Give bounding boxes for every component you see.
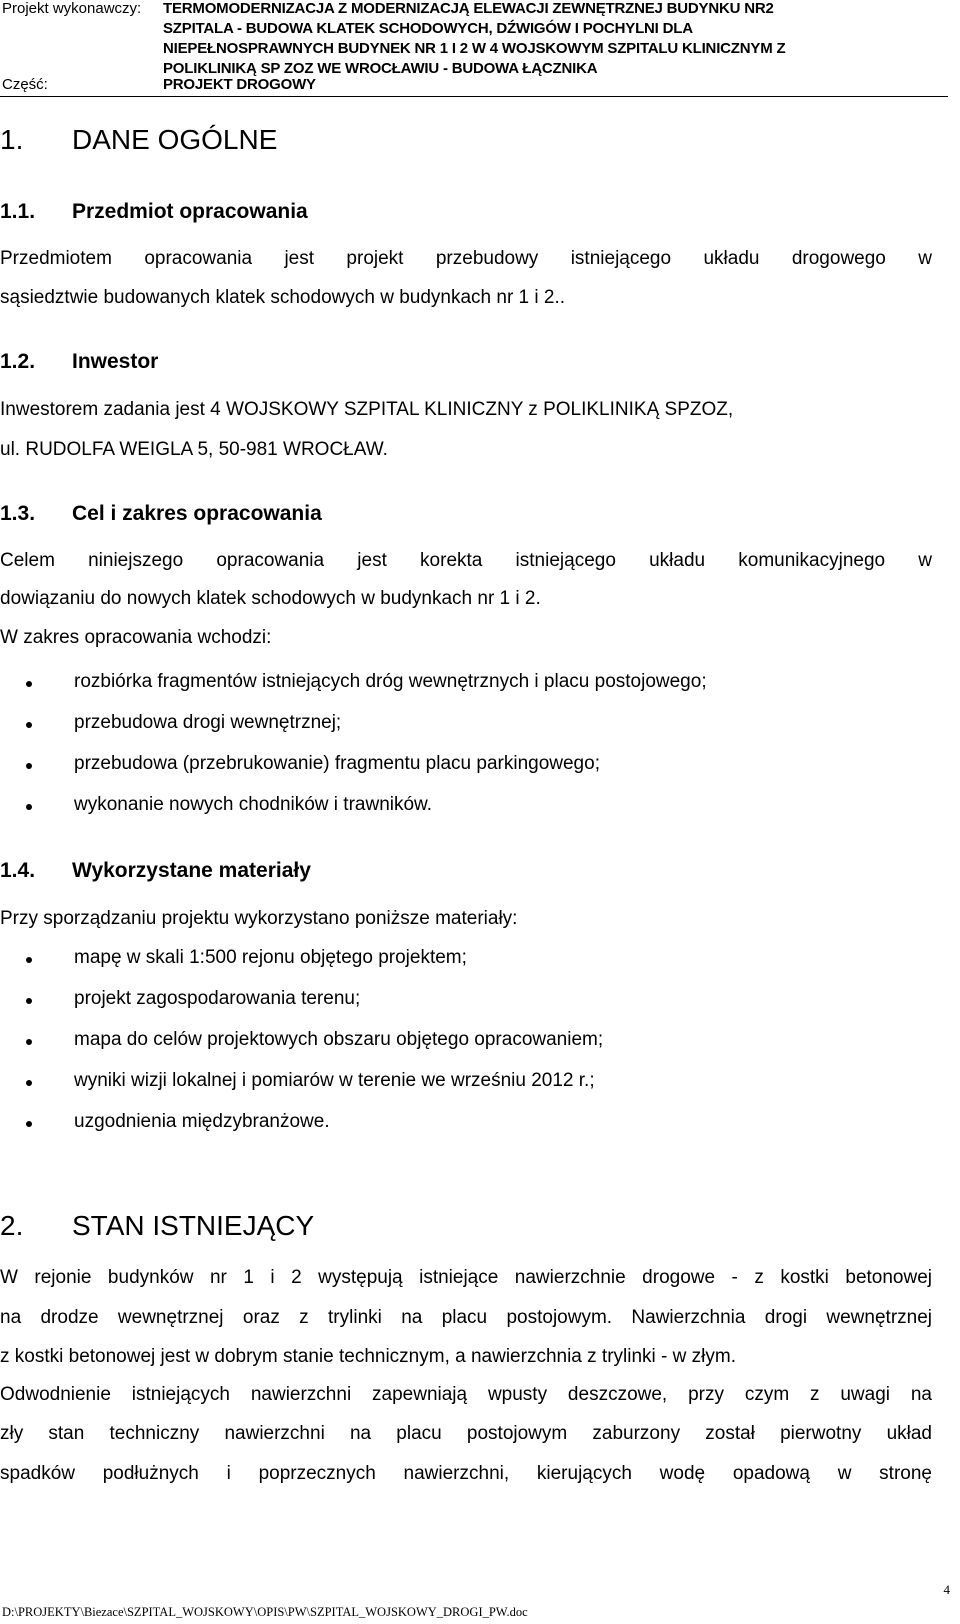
- footer-file-path: D:\PROJEKTY\Biezace\SZPITAL_WOJSKOWY\OPIS\PW\SZPITAL_WOJSKOWY_DROGI_PW.doc: [2, 1605, 528, 1619]
- paragraph-line: Inwestorem zadania jest 4 WOJSKOWY SZPITAL KLINICZNY z POLIKLINIKĄ SPZOZ,: [0, 399, 734, 420]
- bullet-icon: [26, 1039, 32, 1045]
- materials-intro: Przy sporządzaniu projektu wykorzystano poniższe materiały:: [0, 908, 518, 929]
- paragraph-line: dowiązaniu do nowych klatek schodowych w budynkach nr 1 i 2.: [0, 588, 541, 609]
- paragraph-line: na drodze wewnętrznej oraz z trylinki na placu postojowym. Nawierzchnia drogi wewnętrznej: [0, 1307, 932, 1328]
- bullet-icon: [26, 998, 32, 1004]
- bullet-icon: [26, 681, 32, 687]
- list-item-text: uzgodnienia międzybranżowe.: [74, 1111, 330, 1132]
- header-title-line-2: SZPITALA - BUDOWA KLATEK SCHODOWYCH, DŹWIGÓW I POCHYLNI DLA: [163, 20, 693, 37]
- subsection-1-2-number: 1.2.: [0, 350, 36, 373]
- list-item-text: przebudowa (przebrukowanie) fragmentu placu parkingowego;: [74, 753, 600, 774]
- section-2-number: 2.: [0, 1210, 24, 1241]
- paragraph-line: sąsiedztwie budowanych klatek schodowych w budynkach nr 1 i 2..: [0, 287, 566, 308]
- paragraph-line: z kostki betonowej jest w dobrym stanie technicznym, a nawierzchnia z trylinki - w złym.: [0, 1346, 736, 1367]
- header-divider: [0, 96, 948, 97]
- paragraph-line: ul. RUDOLFA WEIGLA 5, 50-981 WROCŁAW.: [0, 439, 388, 460]
- subsection-1-3-title: Cel i zakres opracowania: [72, 502, 322, 525]
- paragraph-line: Odwodnienie istniejących nawierzchni zapewniają wpusty deszczowe, przy czym z uwagi na: [0, 1384, 932, 1405]
- bullet-icon: [26, 804, 32, 810]
- subsection-1-1-heading: [0, 200, 960, 226]
- paragraph-line: W rejonie budynków nr 1 i 2 występują istniejące nawierzchnie drogowe - z kostki betonowej: [0, 1267, 932, 1288]
- header-title-line-4: POLIKLINIKĄ SP ZOZ WE WROCŁAWIU - BUDOWA ŁĄCZNIKA: [163, 60, 598, 77]
- subsection-1-2-title: Inwestor: [72, 350, 159, 373]
- subsection-1-4-heading: [0, 859, 960, 885]
- bullet-icon: [26, 722, 32, 728]
- scope-intro: W zakres opracowania wchodzi:: [0, 627, 272, 648]
- section-2-title: STAN ISTNIEJĄCY: [72, 1210, 315, 1241]
- subsection-1-4-number: 1.4.: [0, 859, 36, 882]
- paragraph-line: Celem niniejszego opracowania jest korekta istniejącego układu komunikacyjnego w: [0, 550, 932, 571]
- subsection-1-3-heading: [0, 502, 960, 528]
- bullet-icon: [26, 1121, 32, 1127]
- header-title-line-1: TERMOMODERNIZACJA Z MODERNIZACJĄ ELEWACJI ZEWNĘTRZNEJ BUDYNKU NR2: [163, 0, 774, 17]
- subsection-1-1-number: 1.1.: [0, 200, 36, 223]
- section-1-heading: [0, 124, 960, 158]
- paragraph-line: spadków podłużnych i poprzecznych nawierzchni, kierujących wodę opadową w stronę: [0, 1463, 932, 1484]
- subsection-1-1-title: Przedmiot opracowania: [72, 200, 308, 223]
- page-number: 4: [943, 1582, 950, 1597]
- paragraph-line: zły stan techniczny nawierzchni na placu postojowym zaburzony został pierwotny układ: [0, 1423, 932, 1444]
- bullet-icon: [26, 957, 32, 963]
- bullet-icon: [26, 1080, 32, 1086]
- subsection-1-2-heading: [0, 350, 960, 376]
- list-item-text: mapa do celów projektowych obszaru objętego opracowaniem;: [74, 1029, 604, 1050]
- section-2-heading: [0, 1210, 960, 1244]
- list-item-text: mapę w skali 1:500 rejonu objętego projektem;: [74, 947, 467, 968]
- list-item-text: wykonanie nowych chodników i trawników.: [74, 794, 433, 815]
- list-item-text: rozbiórka fragmentów istniejących dróg wewnętrznych i placu postojowego;: [74, 671, 707, 692]
- subsection-1-3-number: 1.3.: [0, 502, 36, 525]
- subsection-1-4-title: Wykorzystane materiały: [72, 859, 311, 882]
- bullet-icon: [26, 763, 32, 769]
- section-1-title: DANE OGÓLNE: [72, 124, 278, 155]
- list-item-text: przebudowa drogi wewnętrznej;: [74, 712, 342, 733]
- header-label-project: Projekt wykonawczy:: [2, 0, 142, 17]
- list-item-text: wyniki wizji lokalnej i pomiarów w terenie we wrześniu 2012 r.;: [74, 1070, 595, 1091]
- paragraph-line: Przedmiotem opracowania jest projekt przebudowy istniejącego układu drogowego w: [0, 248, 932, 269]
- header-title-line-3: NIEPEŁNOSPRAWNYCH BUDYNEK NR 1 I 2 W 4 WOJSKOWYM SZPITALU KLINICZNYM Z: [163, 40, 786, 57]
- section-1-number: 1.: [0, 124, 24, 155]
- header-part-value: PROJEKT DROGOWY: [163, 76, 316, 93]
- header-label-part: Część:: [2, 76, 48, 93]
- list-item-text: projekt zagospodarowania terenu;: [74, 988, 361, 1009]
